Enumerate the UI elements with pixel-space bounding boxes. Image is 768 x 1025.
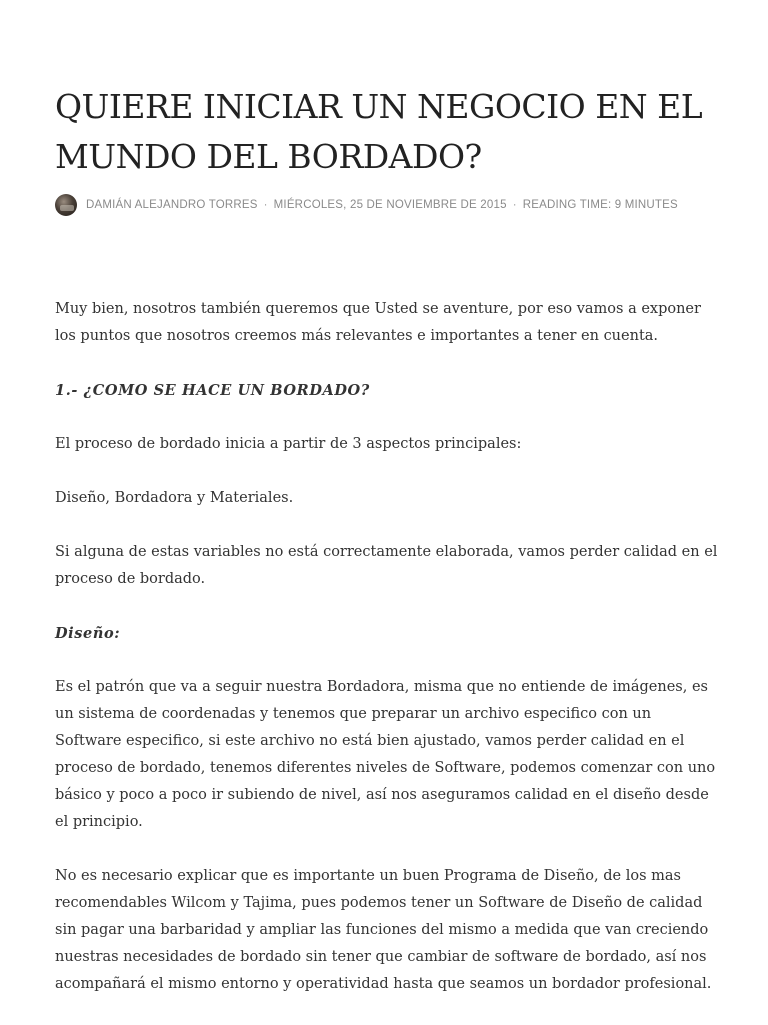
paragraph: No es necesario explicar que es importante un buen Programa de Diseño, de los mas recomendables Wilcom y Tajima, pues podemos tener un Software de Diseño de calidad sin pagar una barbaridad y ampliar las funciones del mismo a medida que van creciendo nuestras necesidades de bordado sin tener que cambiar de software de bordado, así nos acompañará el mismo entorno y operatividad hasta que seamos un bordador profesional. xyxy=(55,868,712,992)
paragraph: El proceso de bordado inicia a partir de 3 aspectos principales: xyxy=(55,436,522,452)
section-heading-como-se-hace: 1.- ¿COMO SE HACE UN BORDADO? xyxy=(55,382,370,399)
paragraph-intro: Muy bien, nosotros también queremos que Usted se aventure, por eso vamos a exponer los puntos que nosotros creemos más relevantes e importantes a tener en cuenta. xyxy=(55,301,701,344)
author-avatar[interactable] xyxy=(55,194,77,216)
paragraph: Si alguna de estas variables no está correctamente elaborada, vamos perder calidad en el proceso de bordado. xyxy=(55,544,718,587)
paragraph: Diseño, Bordadora y Materiales. xyxy=(55,490,294,506)
article-meta xyxy=(55,194,720,216)
meta-separator: · xyxy=(512,199,517,211)
article-body xyxy=(55,296,720,998)
publish-date: MIÉRCOLES, 25 DE NOVIEMBRE DE 2015 xyxy=(273,199,507,211)
author-name[interactable]: DAMIÁN ALEJANDRO TORRES xyxy=(86,199,258,211)
paragraph: Es el patrón que va a seguir nuestra Bordadora, misma que no entiende de imágenes, es un sistema de coordenadas y tenemos que preparar un archivo especifico con un Software especifico, si este archivo no está bien ajustado, vamos perder calidad en el proceso de bordado, tenemos diferentes niveles de Software, podemos comenzar con uno básico y poco a poco ir subiendo de nivel, así nos aseguramos calidad en el diseño desde el principio. xyxy=(55,679,716,830)
section-heading-diseno: Diseño: xyxy=(55,625,121,642)
reading-time: READING TIME: 9 MINUTES xyxy=(522,199,678,211)
article-title: QUIERE INICIAR UN NEGOCIO EN EL MUNDO DEL BORDADO? xyxy=(55,87,703,176)
meta-separator: · xyxy=(263,199,268,211)
article xyxy=(55,82,720,1025)
